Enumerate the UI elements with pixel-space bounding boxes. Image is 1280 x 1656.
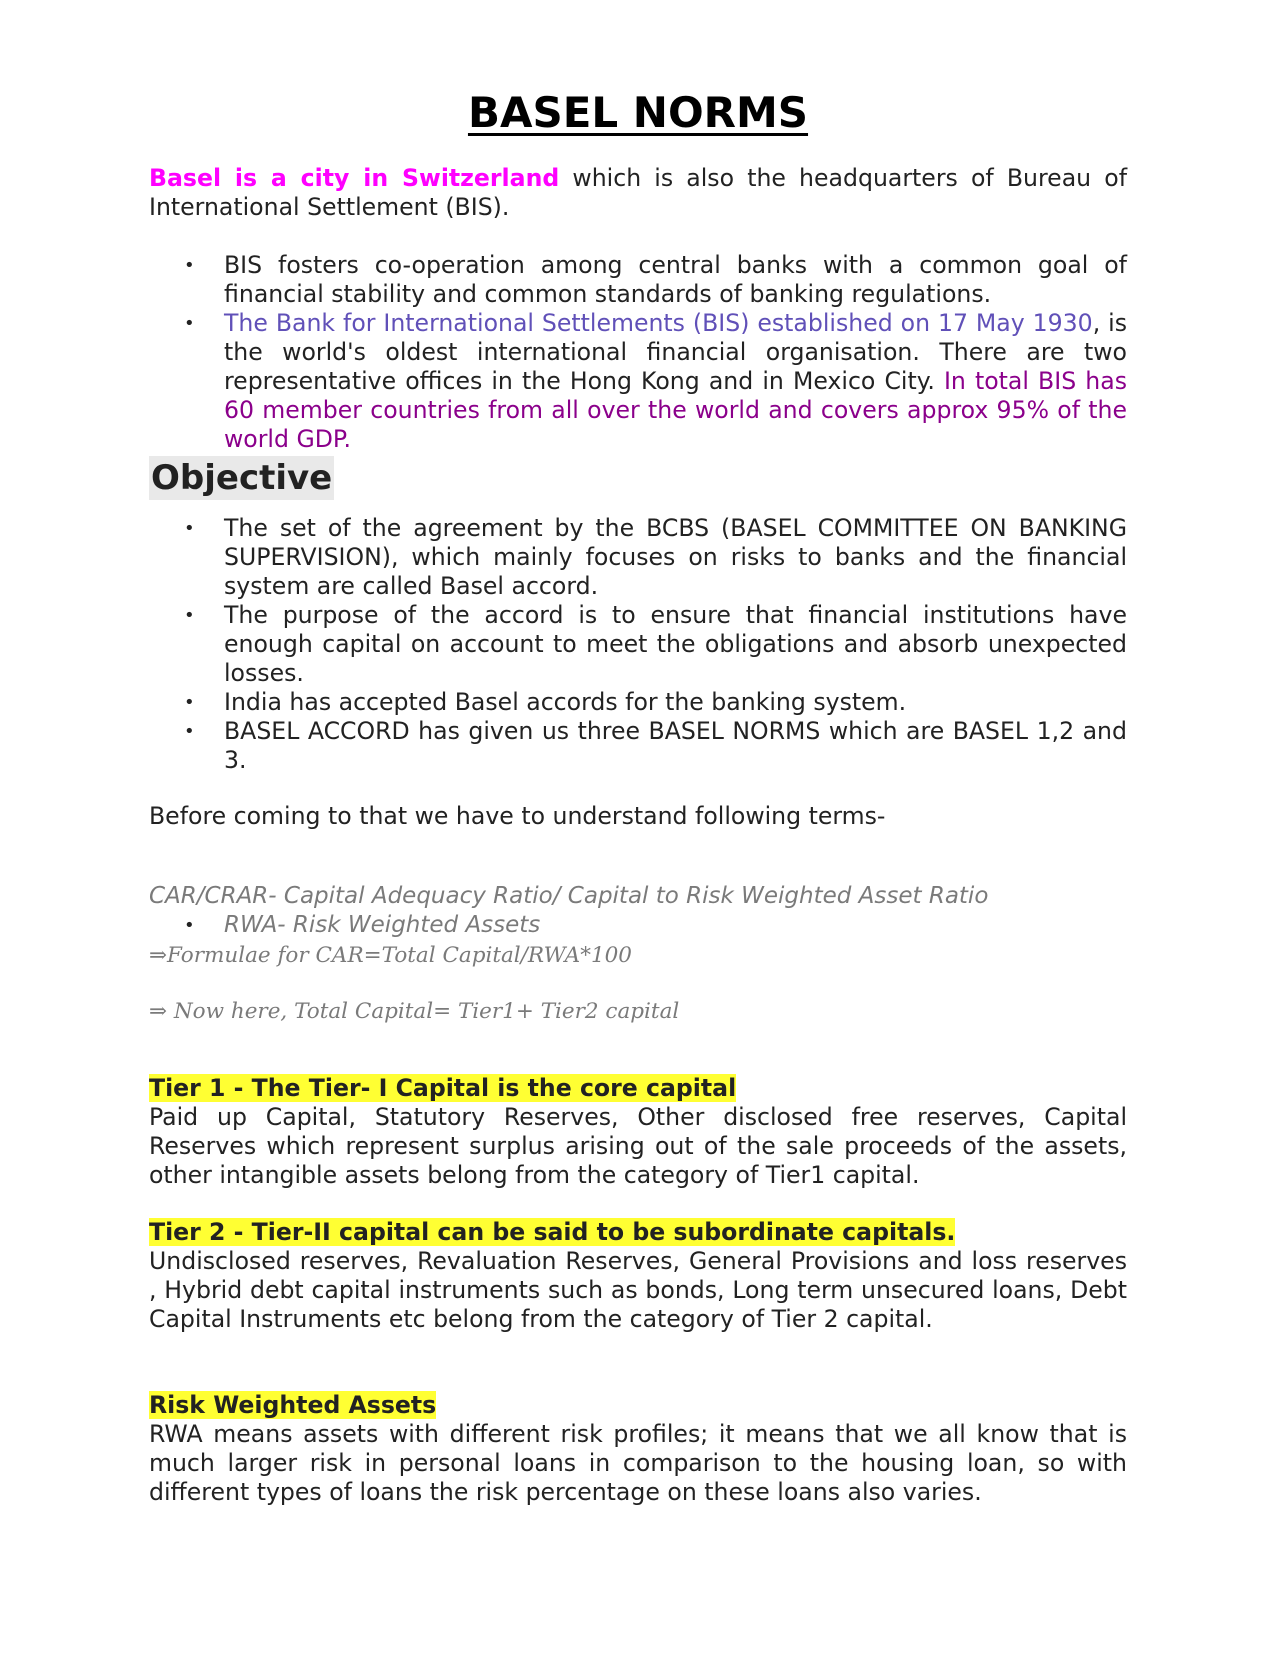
car-formula: ⇒Formulae for CAR=Total Capital/RWA*100 [149, 943, 632, 968]
objective-heading: Objective [151, 458, 333, 498]
page-title: BASEL NORMS [467, 88, 809, 137]
list-item: • India has accepted Basel accords for the banking system. [149, 688, 1127, 717]
list-item: • The set of the agreement by the BCBS (BASEL COMMITTEE ON BANKING SUPERVISION), which mainly focuses on risks to banks and the financial system are called Basel accord. [149, 514, 1127, 601]
intro-text: which is also the headquarters of Bureau of International Settlement (BIS). [149, 164, 1127, 221]
bis-bullet-list [149, 251, 1127, 454]
list-item: • The purpose of the accord is to ensure that financial institutions have enough capital on account to meet the obligations and absorb unexpected losses. [149, 601, 1127, 688]
rwa-heading-text: Risk Weighted Assets [149, 1391, 437, 1419]
rwa-heading [149, 1391, 436, 1420]
intro-paragraph [149, 164, 1127, 222]
tier1-heading-text: Tier 1 - The Tier- I Capital is the core capital [149, 1074, 737, 1102]
bullet-text: , is the world's oldest international financial organisation. There are two representative offices in the Hong Kong and in Mexico City. [224, 309, 1127, 395]
list-item: • BASEL ACCORD has given us three BASEL NORMS which are BASEL 1,2 and 3. [149, 717, 1127, 775]
tier2-heading-text: Tier 2 - Tier-II capital can be said to be subordinate capitals. [149, 1218, 956, 1246]
bis-established-text: The Bank for International Settlements (BIS) established on 17 May 1930 [224, 309, 1093, 337]
rwa-definition: • RWA- Risk Weighted Assets [149, 911, 1127, 940]
terms-intro: Before coming to that we have to understand following terms- [149, 802, 886, 830]
tier1-body: Paid up Capital, Statutory Reserves, Other disclosed free reserves, Capital Reserves which represent surplus arising out of the sale proceeds of the assets, other intangible assets belong from the category of Tier1 capital. [149, 1103, 1127, 1189]
rwa-body: RWA means assets with different risk profiles; it means that we all know that is much larger risk in personal loans in comparison to the housing loan, so with different types of loans the risk percentage on these loans also varies. [149, 1420, 1127, 1506]
total-capital-formula: ⇒ Now here, Total Capital= Tier1+ Tier2 capital [149, 999, 680, 1024]
list-item [149, 309, 1127, 454]
tier1-heading [149, 1074, 736, 1103]
objective-bullet-list [149, 514, 1127, 775]
car-definition: CAR/CRAR- Capital Adequacy Ratio/ Capital to Risk Weighted Asset Ratio [149, 883, 989, 909]
bis-members-text: In total BIS has 60 member countries from all over the world and covers approx 95% of the world GDP. [224, 367, 1128, 453]
list-item [149, 251, 1127, 309]
intro-highlight: Basel is a city in Switzerland [149, 164, 560, 192]
tier2-heading [149, 1218, 955, 1247]
bullet-text: BIS fosters co-operation among central banks with a common goal of financial stability and common standards of banking regulations. [224, 251, 1127, 308]
terms-bullet-list [149, 911, 1127, 940]
tier2-body: Undisclosed reserves, Revaluation Reserves, General Provisions and loss reserves , Hybrid debt capital instruments such as bonds, Long term unsecured loans, Debt Capital Instruments etc belong from the category of Tier 2 capital. [149, 1247, 1127, 1333]
